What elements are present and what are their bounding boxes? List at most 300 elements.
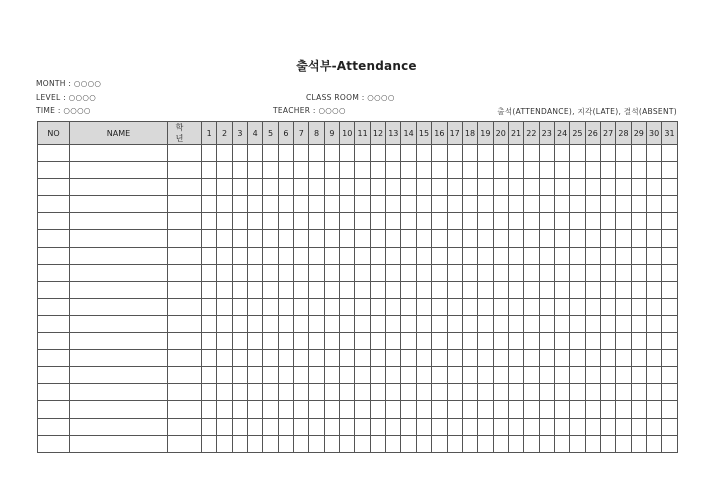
table-cell[interactable] (309, 145, 324, 162)
table-cell[interactable] (263, 298, 278, 315)
table-cell[interactable] (554, 384, 569, 401)
table-cell[interactable] (263, 435, 278, 452)
table-cell[interactable] (70, 230, 168, 247)
table-cell[interactable] (232, 145, 247, 162)
table-cell[interactable] (248, 264, 263, 281)
table-cell[interactable] (38, 367, 70, 384)
table-cell[interactable] (508, 179, 523, 196)
table-cell[interactable] (554, 418, 569, 435)
table-cell[interactable] (232, 264, 247, 281)
table-cell[interactable] (202, 230, 217, 247)
table-cell[interactable] (493, 418, 508, 435)
table-cell[interactable] (401, 196, 416, 213)
table-cell[interactable] (370, 418, 385, 435)
table-cell[interactable] (340, 230, 355, 247)
table-cell[interactable] (370, 264, 385, 281)
table-cell[interactable] (508, 196, 523, 213)
table-cell[interactable] (616, 264, 631, 281)
table-cell[interactable] (70, 162, 168, 179)
table-cell[interactable] (401, 298, 416, 315)
table-cell[interactable] (340, 367, 355, 384)
table-cell[interactable] (539, 145, 554, 162)
table-cell[interactable] (263, 213, 278, 230)
table-cell[interactable] (493, 145, 508, 162)
table-cell[interactable] (263, 196, 278, 213)
table-cell[interactable] (232, 418, 247, 435)
table-cell[interactable] (493, 333, 508, 350)
table-cell[interactable] (38, 315, 70, 332)
table-cell[interactable] (432, 333, 447, 350)
table-cell[interactable] (232, 333, 247, 350)
table-cell[interactable] (539, 333, 554, 350)
table-cell[interactable] (631, 179, 646, 196)
table-cell[interactable] (432, 350, 447, 367)
table-cell[interactable] (570, 230, 585, 247)
table-cell[interactable] (202, 196, 217, 213)
table-cell[interactable] (217, 162, 232, 179)
table-cell[interactable] (168, 145, 202, 162)
table-cell[interactable] (416, 418, 431, 435)
table-cell[interactable] (294, 247, 309, 264)
table-cell[interactable] (232, 435, 247, 452)
table-cell[interactable] (386, 298, 401, 315)
table-cell[interactable] (570, 213, 585, 230)
table-cell[interactable] (263, 145, 278, 162)
table-cell[interactable] (585, 315, 600, 332)
table-cell[interactable] (232, 281, 247, 298)
table-cell[interactable] (662, 384, 677, 401)
table-cell[interactable] (294, 333, 309, 350)
table-cell[interactable] (70, 350, 168, 367)
table-cell[interactable] (462, 384, 477, 401)
table-cell[interactable] (662, 333, 677, 350)
table-cell[interactable] (70, 213, 168, 230)
table-cell[interactable] (478, 333, 493, 350)
table-cell[interactable] (416, 179, 431, 196)
table-cell[interactable] (646, 247, 661, 264)
table-cell[interactable] (646, 213, 661, 230)
table-cell[interactable] (324, 350, 339, 367)
table-cell[interactable] (168, 435, 202, 452)
table-cell[interactable] (539, 435, 554, 452)
table-cell[interactable] (508, 162, 523, 179)
table-cell[interactable] (202, 213, 217, 230)
table-cell[interactable] (447, 230, 462, 247)
table-cell[interactable] (524, 298, 539, 315)
table-cell[interactable] (263, 367, 278, 384)
table-cell[interactable] (340, 435, 355, 452)
table-cell[interactable] (324, 367, 339, 384)
table-cell[interactable] (554, 315, 569, 332)
table-cell[interactable] (539, 298, 554, 315)
table-cell[interactable] (401, 281, 416, 298)
table-cell[interactable] (38, 333, 70, 350)
table-cell[interactable] (324, 315, 339, 332)
table-cell[interactable] (38, 350, 70, 367)
table-cell[interactable] (447, 418, 462, 435)
table-cell[interactable] (631, 281, 646, 298)
table-cell[interactable] (168, 350, 202, 367)
table-cell[interactable] (462, 213, 477, 230)
table-cell[interactable] (631, 350, 646, 367)
table-cell[interactable] (585, 350, 600, 367)
table-cell[interactable] (554, 333, 569, 350)
table-cell[interactable] (340, 418, 355, 435)
table-cell[interactable] (631, 315, 646, 332)
table-cell[interactable] (493, 281, 508, 298)
table-cell[interactable] (478, 298, 493, 315)
table-cell[interactable] (278, 298, 293, 315)
table-cell[interactable] (631, 264, 646, 281)
table-cell[interactable] (38, 281, 70, 298)
table-cell[interactable] (570, 418, 585, 435)
table-cell[interactable] (616, 298, 631, 315)
table-cell[interactable] (524, 418, 539, 435)
table-cell[interactable] (370, 196, 385, 213)
table-cell[interactable] (447, 435, 462, 452)
table-cell[interactable] (309, 333, 324, 350)
table-cell[interactable] (493, 213, 508, 230)
table-cell[interactable] (416, 315, 431, 332)
table-cell[interactable] (294, 435, 309, 452)
table-cell[interactable] (616, 384, 631, 401)
table-cell[interactable] (585, 179, 600, 196)
table-cell[interactable] (570, 350, 585, 367)
table-cell[interactable] (294, 315, 309, 332)
table-cell[interactable] (70, 384, 168, 401)
table-cell[interactable] (462, 315, 477, 332)
table-cell[interactable] (324, 401, 339, 418)
table-cell[interactable] (478, 281, 493, 298)
table-cell[interactable] (386, 315, 401, 332)
table-cell[interactable] (38, 230, 70, 247)
table-cell[interactable] (340, 384, 355, 401)
table-cell[interactable] (401, 162, 416, 179)
table-cell[interactable] (70, 435, 168, 452)
table-cell[interactable] (524, 401, 539, 418)
table-cell[interactable] (616, 179, 631, 196)
table-cell[interactable] (662, 179, 677, 196)
table-cell[interactable] (340, 264, 355, 281)
table-cell[interactable] (324, 179, 339, 196)
table-cell[interactable] (248, 145, 263, 162)
table-cell[interactable] (232, 213, 247, 230)
table-cell[interactable] (386, 213, 401, 230)
table-cell[interactable] (600, 264, 615, 281)
table-cell[interactable] (478, 213, 493, 230)
table-cell[interactable] (539, 213, 554, 230)
table-cell[interactable] (248, 213, 263, 230)
table-cell[interactable] (600, 384, 615, 401)
table-cell[interactable] (217, 281, 232, 298)
table-cell[interactable] (309, 247, 324, 264)
table-cell[interactable] (447, 281, 462, 298)
table-cell[interactable] (324, 298, 339, 315)
table-cell[interactable] (554, 145, 569, 162)
table-cell[interactable] (554, 435, 569, 452)
table-cell[interactable] (202, 315, 217, 332)
table-cell[interactable] (355, 230, 370, 247)
table-cell[interactable] (232, 230, 247, 247)
table-cell[interactable] (524, 350, 539, 367)
table-cell[interactable] (646, 333, 661, 350)
table-cell[interactable] (202, 350, 217, 367)
table-cell[interactable] (278, 145, 293, 162)
table-cell[interactable] (462, 264, 477, 281)
table-cell[interactable] (355, 213, 370, 230)
table-cell[interactable] (248, 384, 263, 401)
table-cell[interactable] (248, 401, 263, 418)
table-cell[interactable] (416, 401, 431, 418)
table-cell[interactable] (340, 247, 355, 264)
table-cell[interactable] (493, 196, 508, 213)
table-cell[interactable] (386, 367, 401, 384)
table-cell[interactable] (248, 162, 263, 179)
table-cell[interactable] (554, 247, 569, 264)
table-cell[interactable] (554, 196, 569, 213)
table-cell[interactable] (38, 384, 70, 401)
table-cell[interactable] (168, 281, 202, 298)
table-cell[interactable] (168, 196, 202, 213)
table-cell[interactable] (401, 418, 416, 435)
table-cell[interactable] (570, 435, 585, 452)
table-cell[interactable] (462, 367, 477, 384)
table-cell[interactable] (662, 401, 677, 418)
table-cell[interactable] (217, 230, 232, 247)
table-cell[interactable] (478, 401, 493, 418)
table-cell[interactable] (294, 264, 309, 281)
table-cell[interactable] (600, 213, 615, 230)
table-cell[interactable] (309, 162, 324, 179)
table-cell[interactable] (662, 230, 677, 247)
table-cell[interactable] (217, 264, 232, 281)
table-cell[interactable] (508, 350, 523, 367)
table-cell[interactable] (570, 145, 585, 162)
table-cell[interactable] (340, 196, 355, 213)
table-cell[interactable] (324, 247, 339, 264)
table-cell[interactable] (631, 435, 646, 452)
table-cell[interactable] (508, 418, 523, 435)
table-cell[interactable] (585, 298, 600, 315)
table-cell[interactable] (432, 162, 447, 179)
table-cell[interactable] (38, 213, 70, 230)
table-cell[interactable] (217, 435, 232, 452)
table-cell[interactable] (70, 281, 168, 298)
table-cell[interactable] (554, 281, 569, 298)
table-cell[interactable] (600, 179, 615, 196)
table-cell[interactable] (478, 350, 493, 367)
table-cell[interactable] (309, 435, 324, 452)
table-cell[interactable] (416, 333, 431, 350)
table-cell[interactable] (616, 435, 631, 452)
table-cell[interactable] (324, 435, 339, 452)
table-cell[interactable] (370, 435, 385, 452)
table-cell[interactable] (646, 281, 661, 298)
table-cell[interactable] (662, 213, 677, 230)
table-cell[interactable] (232, 162, 247, 179)
table-cell[interactable] (386, 418, 401, 435)
table-cell[interactable] (70, 247, 168, 264)
table-cell[interactable] (355, 315, 370, 332)
table-cell[interactable] (370, 315, 385, 332)
table-cell[interactable] (524, 384, 539, 401)
table-cell[interactable] (631, 162, 646, 179)
table-cell[interactable] (294, 418, 309, 435)
table-cell[interactable] (401, 179, 416, 196)
table-cell[interactable] (232, 384, 247, 401)
table-cell[interactable] (600, 145, 615, 162)
table-cell[interactable] (309, 179, 324, 196)
table-cell[interactable] (416, 230, 431, 247)
table-cell[interactable] (70, 418, 168, 435)
table-cell[interactable] (508, 264, 523, 281)
table-cell[interactable] (447, 333, 462, 350)
table-cell[interactable] (168, 333, 202, 350)
table-cell[interactable] (462, 145, 477, 162)
table-cell[interactable] (462, 179, 477, 196)
table-cell[interactable] (370, 281, 385, 298)
table-cell[interactable] (631, 230, 646, 247)
table-cell[interactable] (168, 418, 202, 435)
table-cell[interactable] (432, 367, 447, 384)
table-cell[interactable] (278, 281, 293, 298)
table-cell[interactable] (340, 162, 355, 179)
table-cell[interactable] (168, 367, 202, 384)
table-cell[interactable] (616, 401, 631, 418)
table-cell[interactable] (585, 401, 600, 418)
table-cell[interactable] (447, 384, 462, 401)
table-cell[interactable] (232, 196, 247, 213)
table-cell[interactable] (278, 435, 293, 452)
table-cell[interactable] (539, 264, 554, 281)
table-cell[interactable] (248, 281, 263, 298)
table-cell[interactable] (585, 247, 600, 264)
table-cell[interactable] (646, 384, 661, 401)
table-cell[interactable] (70, 264, 168, 281)
table-cell[interactable] (524, 162, 539, 179)
table-cell[interactable] (524, 281, 539, 298)
table-cell[interactable] (278, 350, 293, 367)
table-cell[interactable] (309, 213, 324, 230)
table-cell[interactable] (70, 179, 168, 196)
table-cell[interactable] (432, 298, 447, 315)
table-cell[interactable] (248, 315, 263, 332)
table-cell[interactable] (432, 281, 447, 298)
table-cell[interactable] (386, 350, 401, 367)
table-cell[interactable] (355, 367, 370, 384)
table-cell[interactable] (478, 435, 493, 452)
table-cell[interactable] (646, 435, 661, 452)
table-cell[interactable] (278, 230, 293, 247)
table-cell[interactable] (386, 179, 401, 196)
table-cell[interactable] (585, 384, 600, 401)
table-cell[interactable] (70, 401, 168, 418)
table-cell[interactable] (539, 162, 554, 179)
table-cell[interactable] (524, 367, 539, 384)
table-cell[interactable] (631, 367, 646, 384)
table-cell[interactable] (447, 162, 462, 179)
table-cell[interactable] (401, 333, 416, 350)
table-cell[interactable] (600, 333, 615, 350)
table-cell[interactable] (585, 196, 600, 213)
table-cell[interactable] (447, 315, 462, 332)
table-cell[interactable] (554, 367, 569, 384)
table-cell[interactable] (662, 315, 677, 332)
table-cell[interactable] (70, 196, 168, 213)
table-cell[interactable] (416, 162, 431, 179)
table-cell[interactable] (600, 367, 615, 384)
table-cell[interactable] (370, 333, 385, 350)
table-cell[interactable] (447, 247, 462, 264)
table-cell[interactable] (168, 213, 202, 230)
table-cell[interactable] (478, 145, 493, 162)
table-cell[interactable] (248, 298, 263, 315)
table-cell[interactable] (294, 179, 309, 196)
table-cell[interactable] (386, 281, 401, 298)
table-cell[interactable] (202, 384, 217, 401)
table-cell[interactable] (355, 162, 370, 179)
table-cell[interactable] (248, 350, 263, 367)
table-cell[interactable] (493, 230, 508, 247)
table-cell[interactable] (478, 230, 493, 247)
table-cell[interactable] (340, 281, 355, 298)
table-cell[interactable] (38, 196, 70, 213)
table-cell[interactable] (263, 281, 278, 298)
table-cell[interactable] (524, 213, 539, 230)
table-cell[interactable] (554, 298, 569, 315)
table-cell[interactable] (386, 196, 401, 213)
table-cell[interactable] (294, 281, 309, 298)
table-cell[interactable] (401, 247, 416, 264)
table-cell[interactable] (508, 333, 523, 350)
table-cell[interactable] (646, 162, 661, 179)
table-cell[interactable] (294, 350, 309, 367)
table-cell[interactable] (585, 230, 600, 247)
table-cell[interactable] (508, 145, 523, 162)
table-cell[interactable] (462, 350, 477, 367)
table-cell[interactable] (217, 247, 232, 264)
table-cell[interactable] (432, 145, 447, 162)
table-cell[interactable] (278, 162, 293, 179)
table-cell[interactable] (370, 162, 385, 179)
table-cell[interactable] (294, 145, 309, 162)
table-cell[interactable] (554, 230, 569, 247)
table-cell[interactable] (70, 367, 168, 384)
table-cell[interactable] (646, 264, 661, 281)
table-cell[interactable] (524, 333, 539, 350)
table-cell[interactable] (570, 298, 585, 315)
table-cell[interactable] (232, 315, 247, 332)
table-cell[interactable] (432, 401, 447, 418)
table-cell[interactable] (217, 350, 232, 367)
table-cell[interactable] (202, 264, 217, 281)
table-cell[interactable] (646, 367, 661, 384)
table-cell[interactable] (309, 264, 324, 281)
table-cell[interactable] (217, 196, 232, 213)
table-cell[interactable] (278, 196, 293, 213)
table-cell[interactable] (370, 401, 385, 418)
table-cell[interactable] (539, 196, 554, 213)
table-cell[interactable] (386, 247, 401, 264)
table-cell[interactable] (263, 247, 278, 264)
table-cell[interactable] (324, 196, 339, 213)
table-cell[interactable] (324, 281, 339, 298)
table-cell[interactable] (248, 435, 263, 452)
table-cell[interactable] (202, 418, 217, 435)
table-cell[interactable] (386, 384, 401, 401)
table-cell[interactable] (263, 179, 278, 196)
table-cell[interactable] (202, 145, 217, 162)
